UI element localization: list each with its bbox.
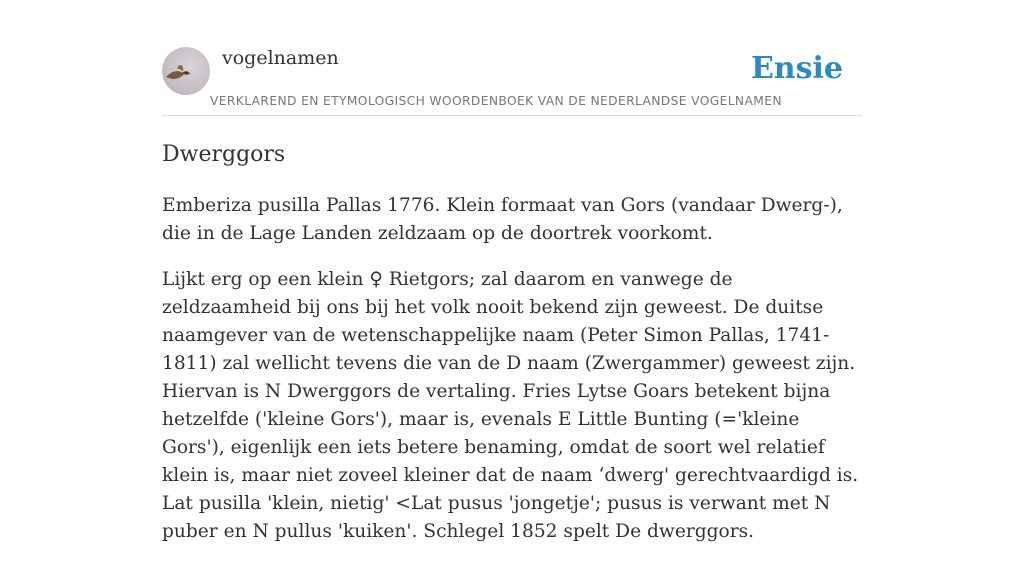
header-divider [162,115,862,116]
bird-avatar-icon[interactable] [162,47,210,95]
paragraph: Emberiza pusilla Pallas 1776. Klein formaat van Gors (vandaar Dwerg-), die in de Lage Landen zeldzaam op de doortrek voorkomt. [162,195,843,244]
page-title: Dwerggors [162,142,286,167]
site-name[interactable]: vogelnamen [222,47,339,69]
paragraph: Lijkt erg op een klein ♀ Rietgors; zal daarom en vanwege de zeldzaamheid bij ons bij het volk nooit bekend zijn geweest. De duitse naamgever van de wetenschappelijke naam (Peter Simon Pallas, 1741-1811) zal wellicht tevens die van de D naam (Zwergammer) geweest zijn. Hiervan is N Dwerggors de vertaling. Fries Lytse Goars betekent bijna hetzelfde ('kleine Gors'), maar is, evenals E Little Bunting (='kleine Gors'), eigenlijk een iets betere benaming, omdat de soort wel relatief klein is, maar niet zoveel kleiner dat de naam ‘dwerg' gerechtvaardigd is. Lat pusilla 'klein, nietig' <Lat pusus 'jongetje'; pusus is verwant met N puber en N pullus 'kuiken'. Schlegel 1852 spelt De dwerggors. [162,269,859,542]
article-body [162,192,864,564]
brand-logo[interactable]: Ensie [750,51,843,86]
site-subtitle: VERKLAREND EN ETYMOLOGISCH WOORDENBOEK VAN DE NEDERLANDSE VOGELNAMEN [210,94,782,108]
